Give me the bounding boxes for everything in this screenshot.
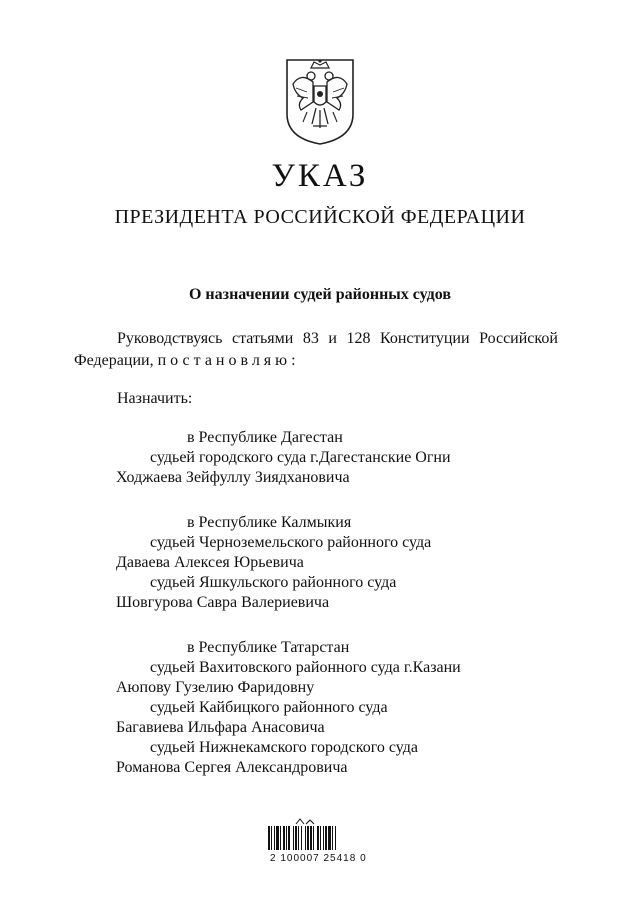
preamble-word: Руководствуясь (117, 330, 223, 347)
region-heading: в Республике Дагестан (187, 429, 343, 446)
appointment-position: судьей Черноземельского районного суда (150, 534, 432, 551)
document-title: УКАЗ (271, 158, 369, 194)
preamble-word: 83 (302, 330, 319, 347)
region-heading: в Республике Калмыкия (187, 514, 352, 531)
appointee-name: Ходжаева Зейфуллу Зиядхановича (116, 469, 350, 486)
appointment-position: судьей Яшкульского районного суда (150, 574, 397, 591)
barcode-number: 2 100007 25418 0 (270, 853, 367, 864)
preamble-word: 128 (346, 330, 371, 347)
appointee-name: Шовгурова Савра Валериевича (116, 594, 330, 611)
preamble-prefix: Федерации, (74, 352, 154, 369)
appointee-name: Багавиева Ильфара Анасовича (116, 719, 325, 736)
appointee-name: Даваева Алексея Юрьевича (116, 554, 304, 571)
preamble-word: статьями (231, 330, 294, 347)
preamble (117, 328, 558, 350)
preamble-word: Конституции (379, 330, 470, 347)
barcode-icon (266, 818, 348, 852)
preamble-word: и (328, 330, 337, 347)
appointment-position: судьей Нижнекамского городского суда (150, 739, 418, 756)
appoint-label: Назначить: (117, 390, 193, 407)
preamble-line-1 (117, 328, 558, 350)
preamble-line-2 (74, 351, 300, 371)
appointee-name: Романова Сергея Александровича (116, 759, 348, 776)
appointment-position: судьей городского суда г.Дагестанские Огни (150, 449, 451, 466)
appointment-position: судьей Вахитовского районного суда г.Казани (150, 659, 461, 676)
region-heading: в Республике Татарстан (187, 639, 350, 656)
decree-heading: О назначении судей районных судов (188, 286, 451, 303)
preamble-resolve-word: постановляю: (157, 352, 300, 369)
document-subtitle: ПРЕЗИДЕНТА РОССИЙСКОЙ ФЕДЕРАЦИИ (114, 206, 526, 228)
preamble-word: Российской (479, 330, 558, 347)
appointment-position: судьей Кайбицкого районного суда (150, 699, 388, 716)
russian-coat-of-arms-icon (283, 54, 357, 146)
appointee-name: Аюпову Гузелию Фаридовну (116, 679, 315, 696)
